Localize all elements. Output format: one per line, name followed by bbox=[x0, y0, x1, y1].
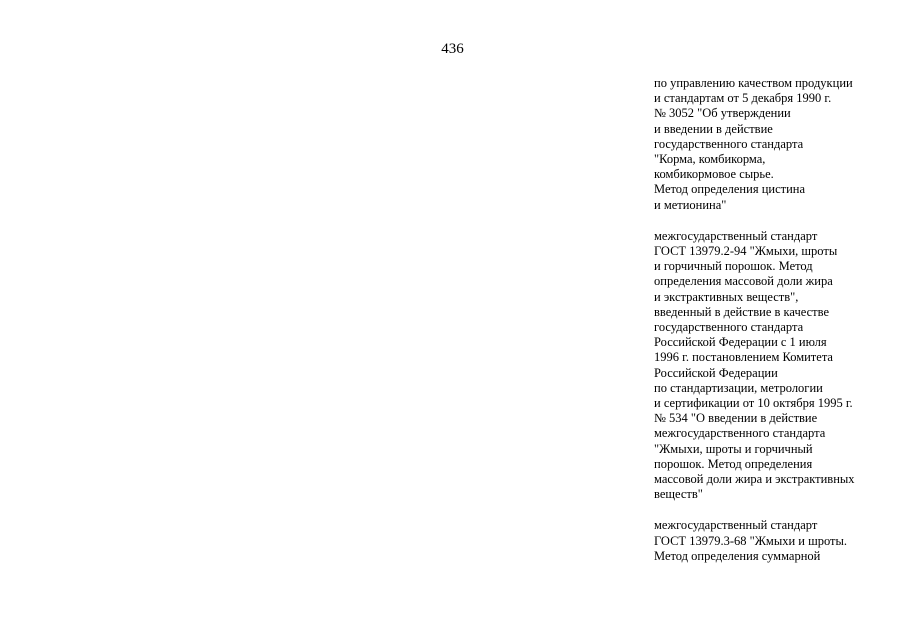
text-line: порошок. Метод определения bbox=[654, 456, 813, 471]
paragraph-2 bbox=[654, 229, 899, 503]
text-line: Российской Федерации bbox=[654, 365, 778, 380]
text-line: ГОСТ 13979.2-94 "Жмыхи, шроты bbox=[654, 244, 838, 259]
text-line: межгосударственный стандарт bbox=[654, 518, 818, 533]
text-line: межгосударственный стандарт bbox=[654, 228, 818, 243]
text-line: и введении в действие bbox=[654, 121, 773, 136]
text-line: и метионина" bbox=[654, 197, 727, 212]
text-line: государственного стандарта bbox=[654, 320, 804, 335]
text-line: введенный в действие в качестве bbox=[654, 304, 830, 319]
text-line: и горчичный порошок. Метод bbox=[654, 259, 813, 274]
text-line: комбикормовое сырье. bbox=[654, 167, 774, 182]
text-line: № 3052 "Об утверждении bbox=[654, 106, 791, 121]
text-column bbox=[654, 76, 899, 580]
text-line: и сертификации от 10 октября 1995 г. bbox=[654, 396, 853, 411]
text-line: ГОСТ 13979.3-68 "Жмыхи и шроты. bbox=[654, 533, 848, 548]
text-line: Российской Федерации с 1 июля bbox=[654, 335, 827, 350]
text-line: "Жмыхи, шроты и горчичный bbox=[654, 441, 813, 456]
text-line: 1996 г. постановлением Комитета bbox=[654, 350, 833, 365]
text-line: и стандартам от 5 декабря 1990 г. bbox=[654, 91, 832, 106]
text-line: определения массовой доли жира bbox=[654, 274, 833, 289]
page-number: 436 bbox=[441, 41, 464, 57]
paragraph-3 bbox=[654, 518, 899, 564]
text-line: Метод определения суммарной bbox=[654, 548, 821, 563]
text-line: государственного стандарта bbox=[654, 136, 804, 151]
text-line: по управлению качеством продукции bbox=[654, 76, 853, 90]
text-line: Метод определения цистина bbox=[654, 182, 806, 197]
text-line: массовой доли жира и экстрактивных bbox=[654, 472, 855, 487]
paragraph-1 bbox=[654, 76, 899, 213]
text-line: веществ" bbox=[654, 487, 703, 502]
text-line: № 534 "О введении в действие bbox=[654, 411, 818, 426]
text-line: межгосударственного стандарта bbox=[654, 426, 826, 441]
text-line: "Корма, комбикорма, bbox=[654, 152, 766, 167]
text-line: и экстрактивных веществ", bbox=[654, 289, 799, 304]
text-line: по стандартизации, метрологии bbox=[654, 380, 823, 395]
